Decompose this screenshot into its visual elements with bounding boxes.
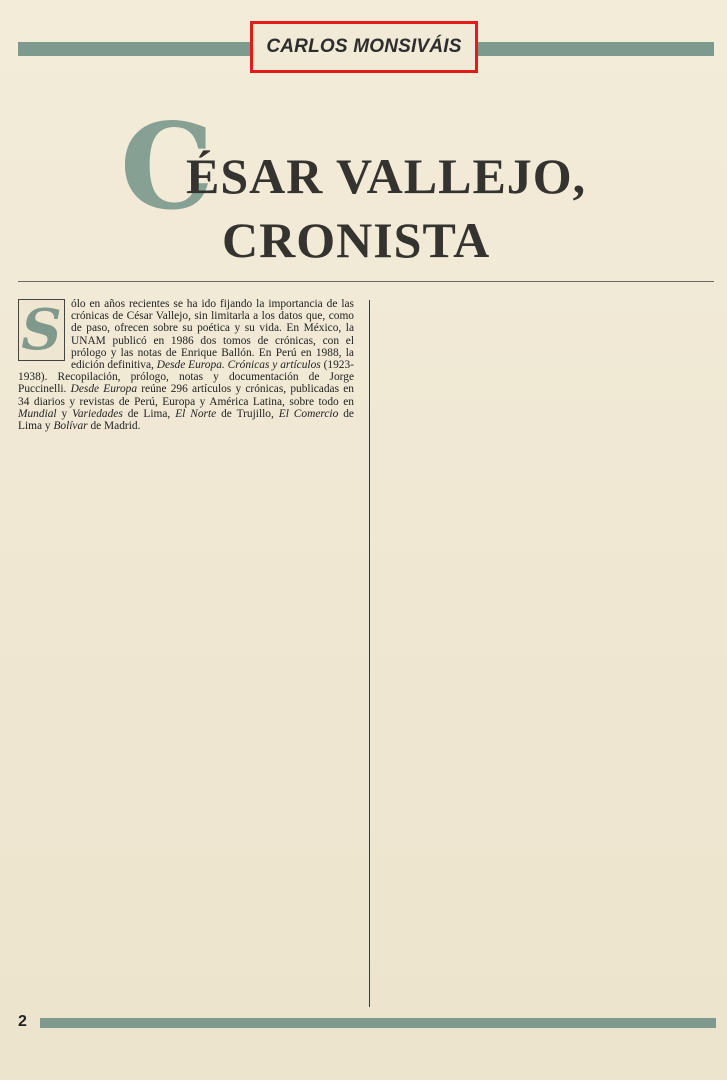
article-paragraph [18, 298, 354, 432]
text-segment: de Madrid. [87, 420, 141, 433]
publication-name: Variedades [72, 407, 123, 420]
article-title [0, 97, 727, 278]
drop-cap-letter: S [21, 297, 62, 363]
drop-cap [18, 299, 65, 361]
page-number: 2 [18, 1013, 27, 1030]
publication-name: Mundial [18, 407, 57, 420]
title-initial: C [120, 97, 214, 236]
text-segment: de Lima, [122, 407, 176, 420]
title-line-1: ÉSAR VALLEJO, [186, 148, 587, 204]
title-line-2: CRONISTA [222, 212, 491, 268]
author-name: CARLOS MONSIVÁIS [266, 36, 462, 57]
footer-band [40, 1018, 716, 1028]
publication-name: El Norte [175, 407, 217, 420]
text-segment: reúne 296 artículos y crónicas, publicadas en 34 diarios y revistas de Perú, Europa y América Latina, sobre todo en [18, 383, 355, 408]
publication-name: Bolívar [53, 420, 88, 433]
text-segment: ólo en años recientes se ha ido fijando la importancia de las crónicas de César Vallejo, sin limitarla a los datos que, como de paso, ofrecen sobre su poética y su vida. En México, la UNAM publicó en 1986 dos tomos de crónicas, con el prólogo y las notas de Enrique Ballón. En Perú en 1988, la edición definitiva, [71, 298, 354, 372]
book-title: Desde Europa [70, 383, 138, 396]
column-divider [369, 300, 370, 1007]
text-segment: de Trujillo, [216, 407, 279, 420]
publication-name: El Comercio [278, 407, 339, 420]
book-title: Desde Europa. Crónicas y artículos [156, 359, 321, 372]
title-rule [18, 281, 714, 282]
article-column-left [18, 298, 354, 432]
author-highlight-box[interactable] [250, 21, 478, 73]
text-segment: (1923-1938). Recopilación, prólogo, notas y documentación de Jorge Puccinelli. [18, 359, 354, 396]
text-segment: de Lima y [18, 407, 354, 433]
text-segment: y [56, 407, 73, 420]
